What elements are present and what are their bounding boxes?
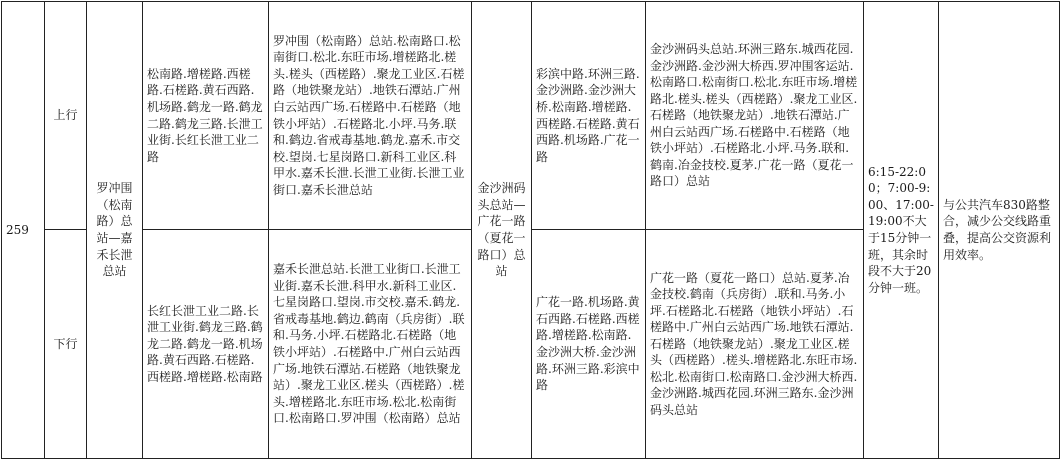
route-stops-b: 广花一路（夏花一路口）总站.夏茅.冶金技校.鹤南（兵房街）.联和.马务.小坪.石槎路北.石槎路（地铁小坪站）.石槎路中.广州白云站西广场.地铁石潭站.石槎路（地铁聚龙站）.聚龙工业区.槎头（西槎路）.槎头.增槎路北.东旺市场.松北.松南街口.松南路口.金沙洲大桥西.金沙洲路.城西花园.环洲三路东.金沙洲码头总站	[646, 230, 864, 459]
route-stops-b: 金沙洲码头总站.环洲三路东.城西花园.金沙洲路.金沙洲大桥西.罗冲围客运站.松南路口.松南街口.松北.东旺市场.增槎路北.槎头.槎头（西槎路）.聚龙工业区.石槎路（地铁聚龙站）.地铁石潭站.广州白云站西广场.石槎路中.石槎路（地铁小坪站）.石槎路北.小坪.马务.联和.鹤南.冶金技校.夏茅.广花一路（夏花一路口）总站	[646, 2, 864, 230]
route-roads-b: 彩滨中路.环洲三路.金沙洲路.金沙洲大桥.松南路.增槎路.西槎路.石槎路.黄石西路.机场路.广花一路	[532, 2, 646, 230]
schedule: 6:15-22:00；7:00-9:00、17:00-19:00不大于15分钟一班，其余时段不大于20分钟一班。	[864, 2, 939, 459]
terminal-a: 罗冲围（松南路）总站—嘉禾长泄总站	[87, 2, 143, 459]
route-number: 259	[2, 2, 45, 459]
route-stops-a: 嘉禾长泄总站.长泄工业街口.长泄工业街.嘉禾长泄.科甲水.新科工业区.七星岗路口.望岗.市交校.嘉禾.鹤龙.省戒毒基地.鹤边.鹤南（兵房街）.联和.马务.小坪.石槎路北.石槎路（地铁小坪站）.石槎路中.广州白云站西广场.地铁石潭站.石槎路（地铁聚龙站）.聚龙工业区.槎头（西槎路）.槎头.增槎路北.东旺市场.松北.松南街口.松南路口.罗冲围（松南路）总站	[269, 230, 472, 459]
table-row	[2, 2, 1060, 230]
route-roads-a: 松南路.增槎路.西槎路.石槎路.黄石西路.机场路.鹤龙一路.鹤龙二路.鹤龙三路.长泄工业街.长红长泄工业二路	[143, 2, 269, 230]
terminal-b: 金沙洲码头总站—广花一路（夏花一路口）总站	[472, 2, 532, 459]
direction-label: 上行	[45, 2, 87, 230]
route-roads-b: 广花一路.机场路.黄石西路.石槎路.西槎路.增槎路.松南路.金沙洲大桥.金沙洲路.环洲三路.彩滨中路	[532, 230, 646, 459]
route-table	[1, 1, 1060, 459]
route-roads-a: 长红长泄工业二路.长泄工业街.鹤龙三路.鹤龙二路.鹤龙一路.机场路.黄石西路.石槎路.西槎路.增槎路.松南路	[143, 230, 269, 459]
direction-label: 下行	[45, 230, 87, 459]
route-stops-a: 罗冲围（松南路）总站.松南路口.松南街口.松北.东旺市场.增槎路北.槎头.槎头（西槎路）.聚龙工业区.石槎路（地铁聚龙站）.地铁石潭站.广州白云站西广场.石槎路中.石槎路（地铁小坪站）.石槎路北.小坪.马务.联和.鹤边.省戒毒基地.鹤龙.嘉禾.市交校.望岗.七星岗路口.新科工业区.科甲水.嘉禾长泄.长泄工业街.长泄工业街口.嘉禾长泄总站	[269, 2, 472, 230]
adjustment-note: 与公共汽车830路整合，减少公交线路重叠，提高公交资源利用效率。	[939, 2, 1060, 459]
